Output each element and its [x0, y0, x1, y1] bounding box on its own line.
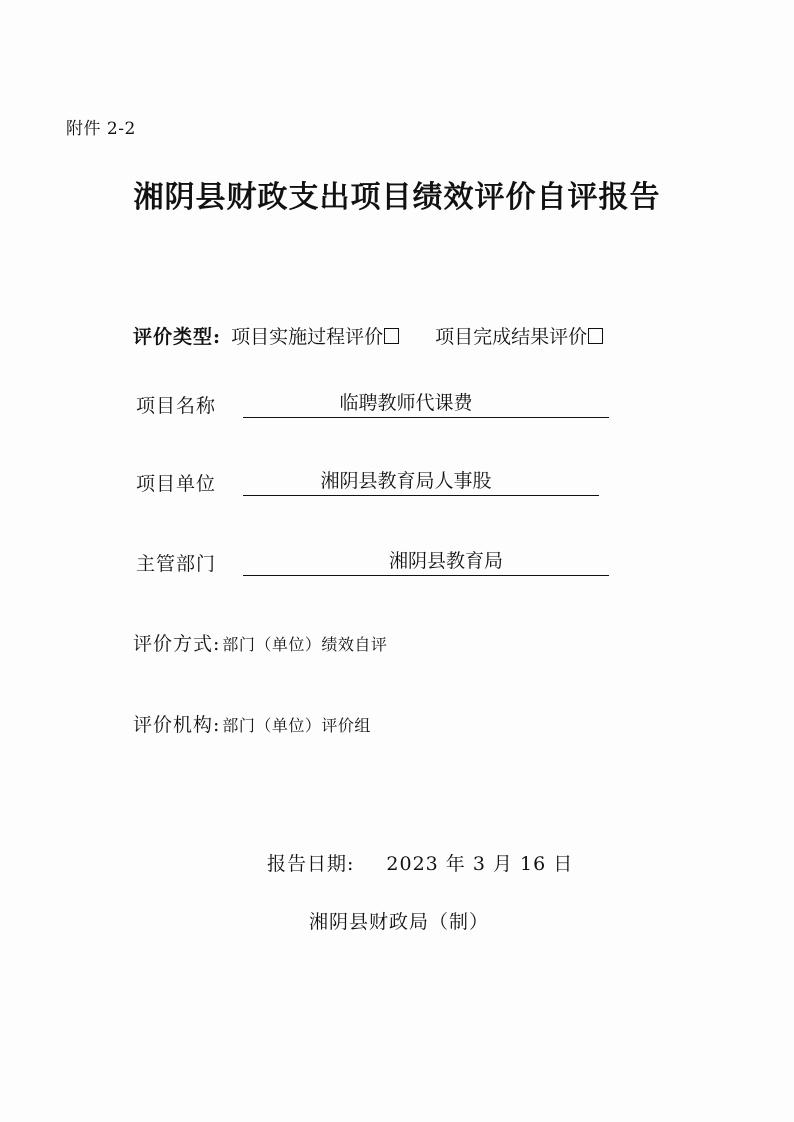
option-result-checkbox[interactable]	[588, 328, 603, 344]
issuer-label: 湘阴县财政局（制）	[309, 911, 490, 933]
evaluation-type-row	[133, 322, 603, 349]
option-result-label: 项目完成结果评价	[435, 326, 588, 348]
project-name-label: 项目名称	[136, 395, 217, 417]
attachment-label: 附件 2-2	[66, 119, 136, 139]
option-process-label: 项目实施过程评价	[231, 326, 384, 348]
option-process-checkbox[interactable]	[384, 328, 399, 344]
project-name-value: 临聘教师代课费	[243, 391, 609, 418]
report-date-value: 2023 年 3 月 16 日	[386, 853, 574, 875]
project-unit-value: 湘阴县教育局人事股	[243, 469, 599, 496]
project-unit-label: 项目单位	[136, 473, 217, 495]
report-title: 湘阴县财政支出项目绩效评价自评报告	[133, 180, 661, 215]
supervising-dept-value: 湘阴县教育局	[243, 549, 609, 576]
report-date-row	[267, 849, 573, 876]
supervising-dept-label: 主管部门	[136, 553, 217, 575]
evaluation-body-row	[133, 710, 371, 737]
evaluation-type-label: 评价类型:	[133, 326, 222, 348]
evaluation-method-label: 评价方式:	[133, 633, 221, 655]
evaluation-method-row	[133, 629, 387, 656]
evaluation-body-value: 部门（单位）评价组	[222, 716, 371, 735]
report-date-label: 报告日期:	[267, 853, 355, 875]
evaluation-body-label: 评价机构:	[133, 714, 221, 736]
evaluation-method-value: 部门（单位）绩效自评	[222, 635, 388, 654]
